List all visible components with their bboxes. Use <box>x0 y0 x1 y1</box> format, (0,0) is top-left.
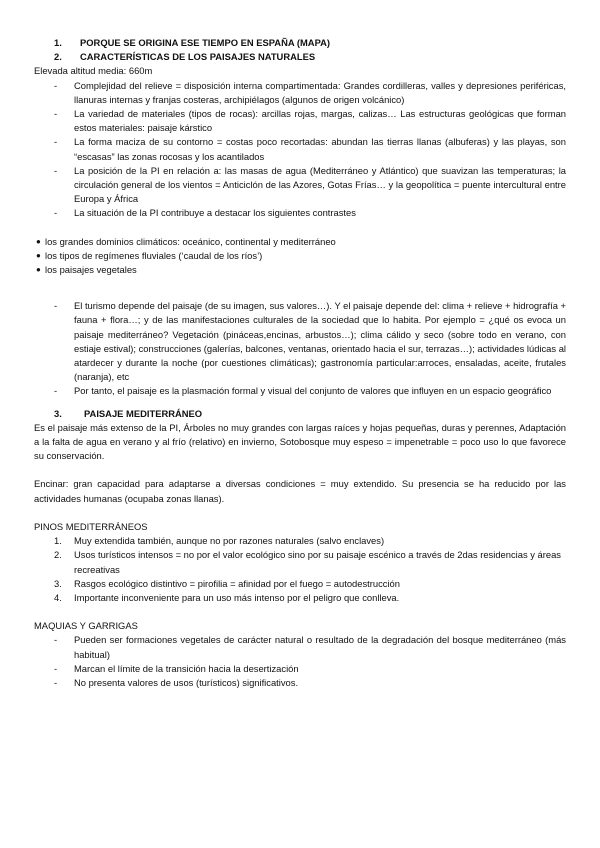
item-number: 3. <box>54 577 62 589</box>
list-item <box>54 164 566 207</box>
bullet-item <box>36 235 566 249</box>
dash-marker: - <box>54 634 58 646</box>
pinos-list <box>34 534 566 605</box>
list-item-text: La forma maciza de su contorno = costas poco recortadas: abundan las tierras llanas (albuferas) y las playas, son “escasas” las zonas rocosas y los acantilados <box>74 136 566 162</box>
heading-2-number: 2. <box>54 51 62 63</box>
mediterranean-paragraph: Es el paisaje más extenso de la PI, Árboles no muy grandes con largas raíces y hojas pequeñas, duras y perennes, Adaptación a la falta de agua en verano y al frío (relativo) en invierno, Sotobosque muy espeso = impenetrable = poco uso lo que favorece su conservación. <box>34 421 566 462</box>
bullet-dot-icon: ● <box>36 265 41 275</box>
list-item-text: La posición de la PI en relación a: las masas de agua (Mediterráneo y Atlántico) que suavizan las temperaturas; la circulación general de los vientos = Anticiclón de las Azores, Gotas Frías… y la geopolítica = puente intercultural entre Europa y África <box>74 164 566 205</box>
list-item <box>54 384 566 398</box>
dash-marker: - <box>54 207 58 219</box>
list-item <box>54 206 566 220</box>
contrast-list <box>34 235 566 278</box>
list-item <box>54 676 566 690</box>
dash-marker: - <box>54 108 58 120</box>
list-item-text: Pueden ser formaciones vegetales de carácter natural o resultado de la degradación del bosque mediterráneo (más habitual) <box>74 634 566 660</box>
list-item <box>54 633 566 661</box>
dash-marker: - <box>54 662 58 674</box>
altitude-line: Elevada altitud media: 660m <box>34 65 153 77</box>
dash-marker: - <box>54 385 58 397</box>
dash-marker: - <box>54 79 58 91</box>
list-item <box>54 662 566 676</box>
list-item-text: Por tanto, el paisaje es la plasmación formal y visual del conjunto de valores que influyen en un espacio geográfico <box>74 385 552 397</box>
bullet-item-text: los paisajes vegetales <box>45 264 137 276</box>
dash-marker: - <box>54 136 58 148</box>
heading-3-number: 3. <box>54 407 62 419</box>
list-item-text: Marcan el límite de la transición hacia la desertización <box>74 662 299 674</box>
item-text: Muy extendida también, aunque no por razones naturales (salvo enclaves) <box>74 535 385 547</box>
numbered-item <box>54 577 566 591</box>
list-item-text: Complejidad del relieve = disposición interna compartimentada: Grandes cordilleras, valles y depresiones periféricas, llanuras internas y franjas costeras, archipiélagos (algunos de origen volcánico) <box>74 79 566 105</box>
item-number: 4. <box>54 591 62 603</box>
heading-1 <box>54 36 566 50</box>
list-item-text: La situación de la PI contribuye a destacar los siguientes contrastes <box>74 207 356 219</box>
bullet-item <box>36 263 566 277</box>
heading-1-text: PORQUE SE ORIGINA ESE TIEMPO EN ESPAÑA (MAPA) <box>80 37 331 48</box>
tourism-list <box>34 299 566 398</box>
numbered-item <box>54 548 566 576</box>
item-number: 1. <box>54 535 62 547</box>
maquias-list <box>34 633 566 690</box>
bullet-dot-icon: ● <box>36 236 41 246</box>
list-item <box>54 107 566 135</box>
item-text: Rasgos ecológico distintivo = pirofilia = afinidad por el fuego = autodestrucción <box>74 577 400 589</box>
section2-list <box>34 79 566 221</box>
heading-2 <box>54 50 566 64</box>
numbered-item <box>54 591 566 605</box>
list-item-text: No presenta valores de usos (turísticos) significativos. <box>74 676 299 688</box>
bullet-item-text: los grandes dominios climáticos: oceánico, continental y mediterráneo <box>45 235 336 247</box>
bullet-dot-icon: ● <box>36 250 41 260</box>
dash-marker: - <box>54 676 58 688</box>
heading-3-text: PAISAJE MEDITERRÁNEO <box>84 407 203 419</box>
dash-marker: - <box>54 164 58 176</box>
bullet-item <box>36 249 566 263</box>
heading-2-text: CARACTERÍSTICAS DE LOS PAISAJES NATURALES <box>80 51 316 63</box>
list-item <box>54 135 566 163</box>
list-item-text: El turismo depende del paisaje (de su imagen, sus valores…). Y el paisaje depende del: clima + relieve + hidrografía + fauna + flora…; y de las manifestaciones culturales de la sociedad que lo habita. Por ejemplo = ¿qué os evoca un paisaje mediterráneo? Vegetación (pináceas,encinas, arbustos…); clima cálido y seco (sobre todo en verano, con estiaje estival); construcciones (galerías, balcones, ventanas, orientado hacia el sur, terrazas…); actividades lúdicas al atardecer y durante la noche (por cuestiones climáticas); gastronomía particular:arroces, ensaladas, aceite, frutales (naranja), etc <box>74 300 566 383</box>
list-item <box>54 299 566 384</box>
item-number: 2. <box>54 549 62 561</box>
maquias-title: MAQUIAS Y GARRIGAS <box>34 620 138 632</box>
bullet-item-text: los tipos de regímenes fluviales (‘caudal de los ríos’) <box>45 249 263 261</box>
item-text: Usos turísticos intensos = no por el valor ecológico sino por su paisaje escénico a través de 2das residencias y áreas recreativas <box>74 549 561 575</box>
dash-marker: - <box>54 300 58 312</box>
list-item <box>54 79 566 107</box>
numbered-item <box>54 534 566 548</box>
item-text: Importante inconveniente para un uso más intenso por el peligro que conlleva. <box>74 591 400 603</box>
encinar-paragraph: Encinar: gran capacidad para adaptarse a diversas condiciones = muy extendido. Su presencia se ha reducido por las actividades humanas (ocupaba zonas llanas). <box>34 478 566 504</box>
pinos-title: PINOS MEDITERRÁNEOS <box>34 520 148 532</box>
heading-3 <box>54 407 566 421</box>
list-item-text: La variedad de materiales (tipos de rocas): arcillas rojas, margas, calizas… Las estructuras geológicas que forman estos materiales: paisaje kárstico <box>74 108 566 134</box>
heading-1-number: 1. <box>54 37 62 48</box>
